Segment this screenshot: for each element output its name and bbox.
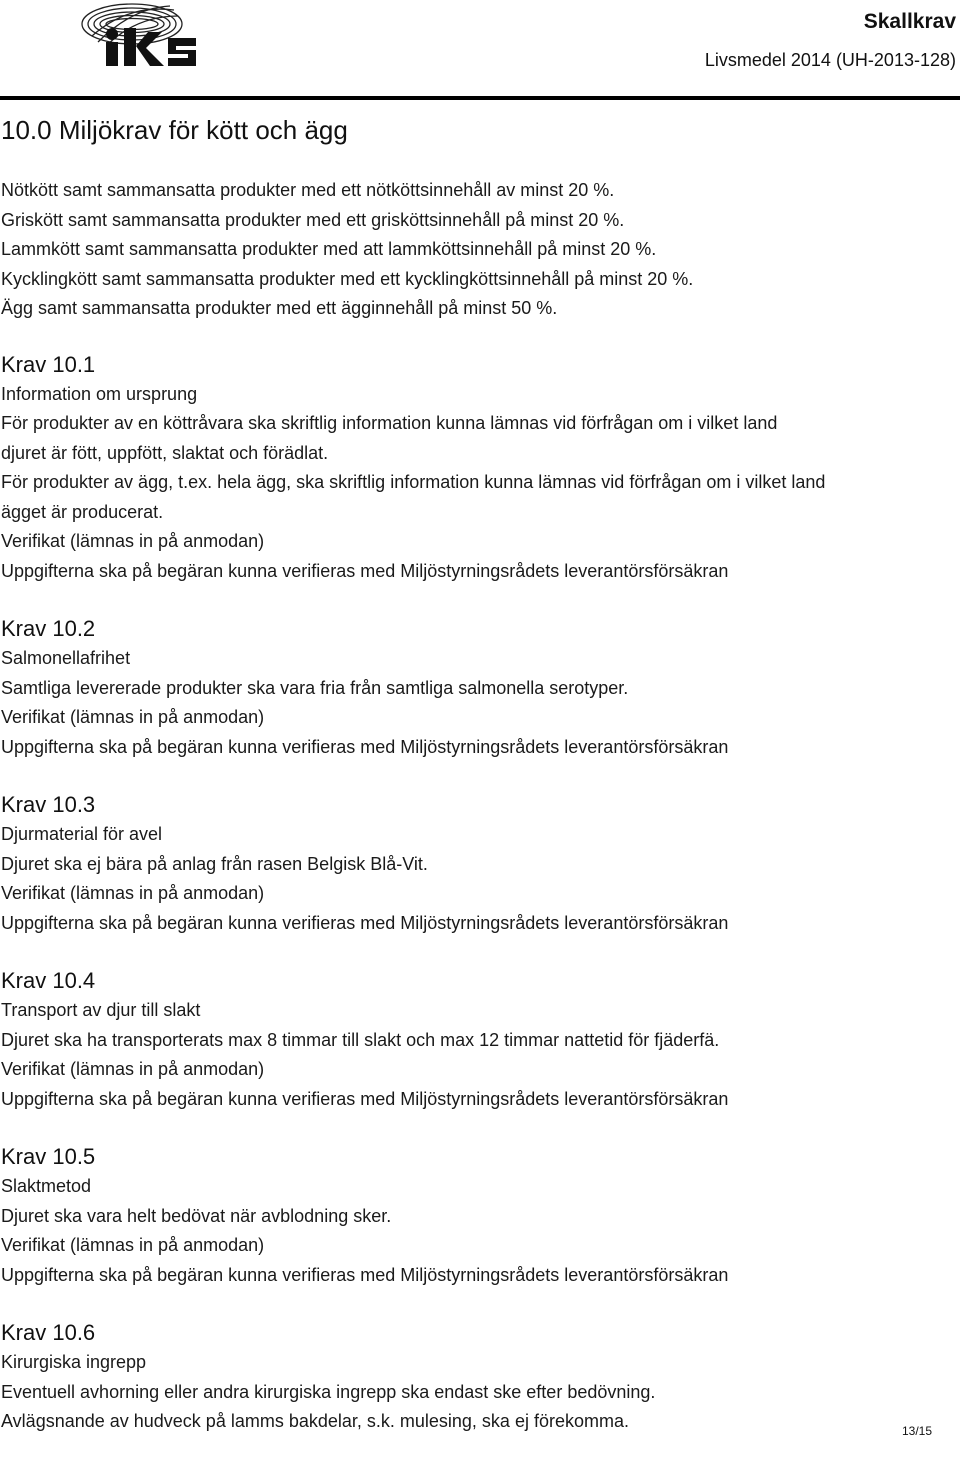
verification-text: Uppgifterna ska på begäran kunna verifieras med Miljöstyrningsrådets leverantörsförsäkran bbox=[1, 912, 729, 933]
requirement-10-3 bbox=[1, 790, 951, 938]
requirement-text: För produkter av ägg, t.ex. hela ägg, ska skriftlig information kunna lämnas vid förfrågan om i vilket land bbox=[1, 472, 826, 492]
intro-line: Kycklingkött samt sammansatta produkter med ett kycklingköttsinnehåll på minst 20 %. bbox=[1, 268, 694, 289]
header-divider bbox=[0, 96, 960, 100]
requirement-subject: Transport av djur till slakt bbox=[1, 1000, 201, 1020]
requirement-10-5 bbox=[1, 1142, 951, 1290]
requirement-text: Djuret ska ej bära på anlag från rasen Belgisk Blå-Vit. bbox=[1, 853, 428, 874]
page-content bbox=[1, 112, 951, 1465]
section-heading: 10.0 Miljökrav för kött och ägg bbox=[1, 115, 348, 145]
requirement-text: Djuret ska ha transporterats max 8 timmar till slakt och max 12 timmar nattetid för fjäderfä. bbox=[1, 1029, 720, 1050]
requirement-title: Krav 10.4 bbox=[1, 968, 96, 993]
requirement-title: Krav 10.3 bbox=[1, 792, 96, 817]
requirement-text: djuret är fött, uppfött, slaktat och förädlat. bbox=[1, 442, 329, 463]
requirement-text: Eventuell avhorning eller andra kirurgiska ingrepp ska endast ske efter bedövning. bbox=[1, 1381, 656, 1402]
requirement-text: Samtliga levererade produkter ska vara fria från samtliga salmonella serotyper. bbox=[1, 677, 629, 698]
intro-line: Nötkött samt sammansatta produkter med ett nötköttsinnehåll av minst 20 %. bbox=[1, 180, 615, 200]
requirement-subject: Kirurgiska ingrepp bbox=[1, 1352, 147, 1372]
requirement-10-1 bbox=[1, 350, 951, 587]
verification-label: Verifikat (lämnas in på anmodan) bbox=[1, 707, 265, 727]
page-number: 13/15 bbox=[901, 1424, 932, 1438]
verification-label: Verifikat (lämnas in på anmodan) bbox=[1, 531, 265, 551]
requirement-text: Avlägsnande av hudveck på lamms bakdelar, s.k. mulesing, ska ej förekomma. bbox=[1, 1411, 629, 1431]
intro-line: Lammkött samt sammansatta produkter med att lammköttsinnehåll på minst 20 %. bbox=[1, 239, 657, 259]
requirement-text: ägget är producerat. bbox=[1, 501, 164, 522]
requirement-10-4 bbox=[1, 966, 951, 1114]
verification-label: Verifikat (lämnas in på anmodan) bbox=[1, 1235, 265, 1255]
verification-text: Uppgifterna ska på begäran kunna verifieras med Miljöstyrningsrådets leverantörsförsäkran bbox=[1, 1088, 729, 1109]
requirement-subject: Slaktmetod bbox=[1, 1176, 92, 1196]
verification-text: Uppgifterna ska på begäran kunna verifieras med Miljöstyrningsrådets leverantörsförsäkran bbox=[1, 560, 729, 581]
requirement-10-6 bbox=[1, 1318, 951, 1437]
iks-logo bbox=[78, 2, 202, 68]
verification-text: Uppgifterna ska på begäran kunna verifieras med Miljöstyrningsrådets leverantörsförsäkran bbox=[1, 1264, 729, 1285]
requirement-title: Krav 10.1 bbox=[1, 351, 96, 377]
intro-list bbox=[1, 176, 951, 324]
verification-text: Uppgifterna ska på begäran kunna verifieras med Miljöstyrningsrådets leverantörsförsäkran bbox=[1, 736, 729, 757]
requirement-title: Krav 10.5 bbox=[1, 1144, 96, 1169]
verification-label: Verifikat (lämnas in på anmodan) bbox=[1, 883, 265, 903]
requirement-subject: Information om ursprung bbox=[1, 383, 198, 404]
requirement-subject: Djurmaterial för avel bbox=[1, 824, 163, 844]
requirement-subject: Salmonellafrihet bbox=[1, 648, 131, 668]
requirement-10-2 bbox=[1, 614, 951, 762]
intro-line: Griskött samt sammansatta produkter med ett grisköttsinnehåll på minst 20 %. bbox=[1, 209, 625, 230]
verification-label: Verifikat (lämnas in på anmodan) bbox=[1, 1059, 265, 1079]
document-title: Skallkrav bbox=[863, 10, 956, 33]
header-right bbox=[705, 8, 956, 72]
requirement-title: Krav 10.6 bbox=[1, 1320, 96, 1345]
requirement-text: Djuret ska vara helt bedövat när avblodning sker. bbox=[1, 1205, 392, 1226]
requirement-text: För produkter av en köttråvara ska skriftlig information kunna lämnas vid förfrågan om i vilket land bbox=[1, 413, 778, 433]
intro-line: Ägg samt sammansatta produkter med ett ägginnehåll på minst 50 %. bbox=[1, 298, 558, 318]
document-subtitle: Livsmedel 2014 (UH-2013-128) bbox=[704, 50, 956, 70]
requirement-title: Krav 10.2 bbox=[1, 616, 96, 641]
